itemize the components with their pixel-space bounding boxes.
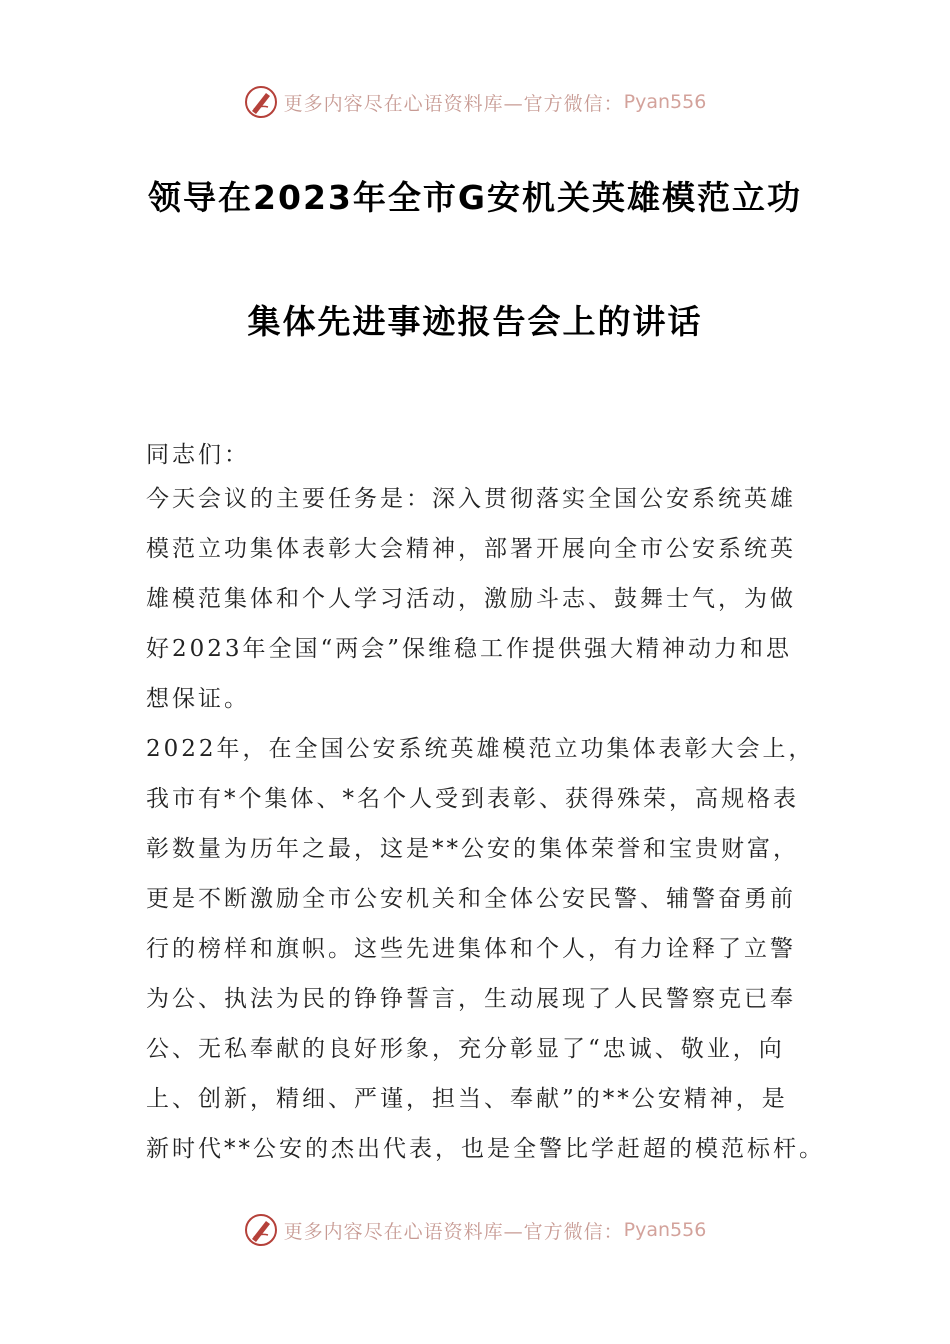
paragraph-line: 彰数量为历年之最，这是**公安的集体荣誉和宝贵财富， (146, 836, 799, 862)
page-title-line-1: 领导在2023年全市G安机关英雄模范立功 (148, 178, 802, 217)
paragraph-line: 我市有*个集体、*名个人受到表彰、获得殊荣，高规格表 (146, 786, 799, 812)
banner-text: 更多内容尽在心语资料库—官方微信： (283, 1220, 624, 1243)
page-title-line-2: 集体先进事迹报告会上的讲话 (247, 302, 703, 341)
paragraph-line: 今天会议的主要任务是：深入贯彻落实全国公安系统英雄 (146, 486, 796, 512)
footer-banner (0, 1208, 950, 1252)
paragraph-line: 行的榜样和旗帜。这些先进集体和个人，有力诠释了立警 (146, 936, 796, 962)
paragraph-line: 公、无私奉献的良好形象，充分彰显了“忠诚、敬业，向 (146, 1036, 785, 1062)
paragraph-line: 上、创新，精细、严谨，担当、奉献”的**公安精神，是 (146, 1086, 788, 1112)
banner-text: 更多内容尽在心语资料库—官方微信： (283, 92, 624, 115)
paragraph-2 (146, 724, 825, 1174)
paragraph-line: 好2023年全国“两会”保维稳工作提供强大精神动力和思 (146, 636, 793, 662)
paragraph-line: 2022年，在全国公安系统英雄模范立功集体表彰大会上， (146, 736, 815, 762)
paragraph-line: 模范立功集体表彰大会精神，部署开展向全市公安系统英 (146, 536, 796, 562)
paragraph-line: 为公、执法为民的铮铮誓言，生动展现了人民警察克已奉 (146, 986, 796, 1012)
salutation: 同志们： (146, 442, 250, 468)
wechat-id: Pyan556 (623, 1219, 707, 1241)
paragraph-line: 新时代**公安的杰出代表，也是全警比学赶超的模范标杆。 (146, 1136, 825, 1162)
pen-logo-icon (244, 1213, 278, 1247)
pen-logo-icon (244, 85, 278, 119)
paragraph-line: 雄模范集体和个人学习活动，激励斗志、鼓舞士气，为做 (146, 586, 796, 612)
paragraph-line: 更是不断激励全市公安机关和全体公安民警、辅警奋勇前 (146, 886, 796, 912)
wechat-id: Pyan556 (623, 91, 707, 113)
paragraph-line: 想保证。 (146, 686, 250, 712)
paragraph-1 (146, 474, 810, 724)
header-banner (0, 80, 950, 124)
